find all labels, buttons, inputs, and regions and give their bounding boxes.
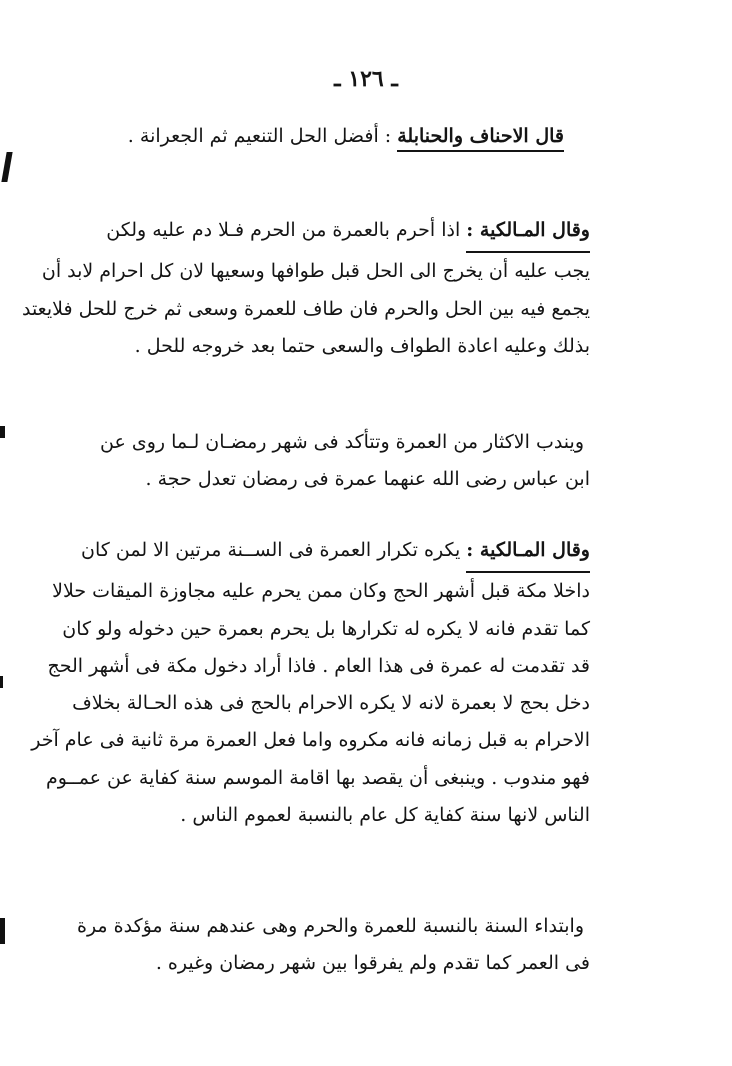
heading-line (128, 124, 564, 152)
heading-text: : أفضل الحل التنعيم ثم الجعرانة . (127, 125, 398, 147)
paragraph-3-line-2: داخلا مكة قبل أشهر الحج وكان ممن يحرم عليه مجاوزة الميقات حلالا (52, 580, 590, 603)
paragraph-4 (60, 908, 590, 983)
paragraph-3-line-4: قد تقدمت له عمرة فى هذا العام . فاذا أراد دخول مكة فى أشهر الحج (47, 654, 590, 677)
paragraph-4-line-2: فى العمر كما تقدم ولم يفرقوا بين شهر رمضان وغيره . (155, 952, 590, 975)
paragraph-1-line-1 (60, 212, 590, 253)
scan-mark-lower (0, 676, 3, 688)
scan-mark-bottom (0, 918, 5, 944)
paragraph-2 (60, 424, 590, 499)
paragraph-2-line-2: ابن عباس رضى الله عنهما عمرة فى رمضان تعدل حجة . (145, 468, 590, 491)
paragraph-1-line-4: بذلك وعليه اعادة الطواف والسعى حتما بعد خروجه للحل . (134, 334, 590, 357)
paragraph-3-line-1-text: يكره تكرار العمرة فى الســنة مرتين الا لمن كان (81, 539, 467, 561)
paragraph-4-line-1: وابتداء السنة بالنسبة للعمرة والحرم وهى عندهم سنة مؤكدة مرة (76, 915, 584, 937)
page-number: ـ ١٢٦ ـ (334, 66, 398, 92)
paragraph-3-line-3: كما تقدم فانه لا يكره له تكرارها بل يحرم بعمرة حين دخوله ولو كان (62, 617, 590, 640)
paragraph-3 (31, 532, 590, 834)
paragraph-1-line-3: يجمع فيه بين الحل والحرم فان طاف للعمرة وسعى ثم خرج للحل فلايعتد (21, 297, 590, 320)
heading-lead: قال الاحناف والحنابلة (397, 124, 564, 152)
paragraph-1-line-2: يجب عليه أن يخرج الى الحل قبل طوافها وسعيها لان كل احرام لابد أن (41, 260, 590, 283)
paragraph-3-line-5: دخل بحج لا بعمرة لانه لا يكره الاحرام بالحج فى هذه الحـالة بخلاف (72, 692, 590, 715)
paragraph-3-line-1 (60, 532, 590, 573)
paragraph-2-line-1: ويندب الاكثار من العمرة وتتأكد فى شهر رمضـان لـما روى عن (100, 431, 584, 453)
scan-mark-top (1, 152, 12, 182)
paragraph-3-line-6: الاحرام به قبل زمانه فانه مكروه واما فعل العمرة مرة ثانية فى عام آخر (31, 729, 590, 752)
paragraph-1 (21, 212, 590, 365)
paragraph-1-lead: وقال المـالكية : (466, 212, 590, 253)
scan-mark-middle (0, 426, 5, 438)
paragraph-3-line-7: فهو مندوب . وينبغى أن يقصد بها اقامة الموسم سنة كفاية عن عمــوم (45, 766, 590, 789)
paragraph-3-line-8: الناس لانها سنة كفاية كل عام بالنسبة لعموم الناس . (180, 804, 590, 827)
paragraph-3-lead: وقال المـالكية : (466, 532, 590, 573)
paragraph-1-line-1-text: اذا أحرم بالعمرة من الحرم فـلا دم عليه ولكن (106, 219, 467, 241)
